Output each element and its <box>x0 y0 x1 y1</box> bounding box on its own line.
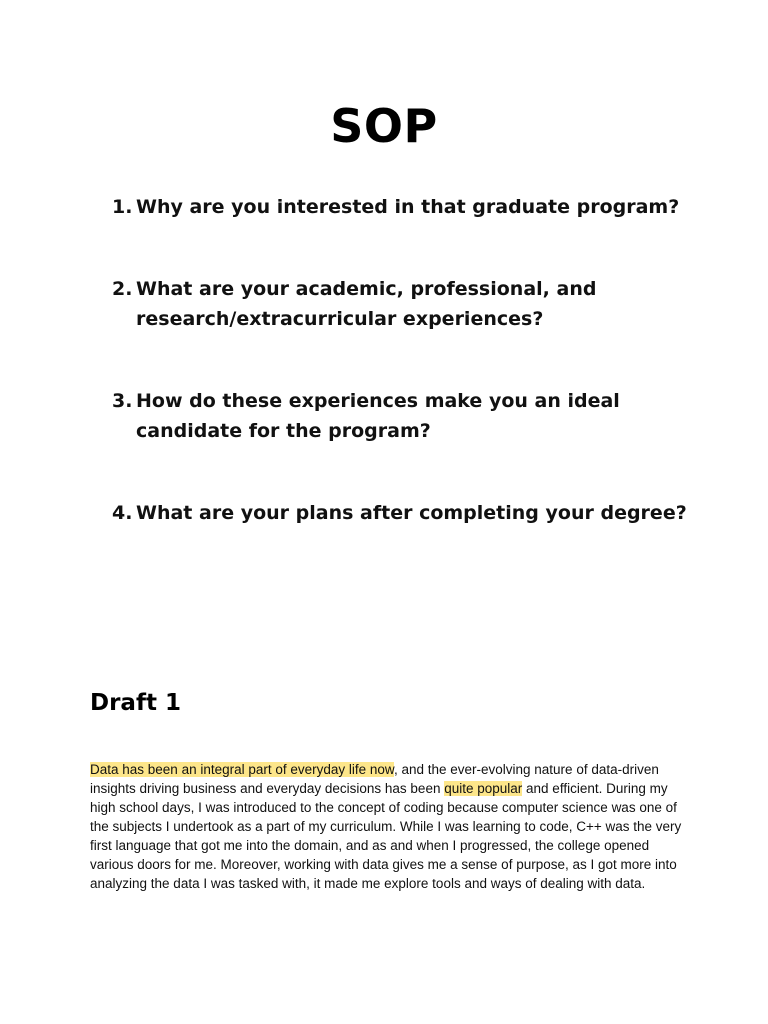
question-item-1 <box>112 192 712 222</box>
question-item-2 <box>112 274 712 334</box>
question-number: 2. <box>112 278 133 300</box>
highlighted-text: Data has been an integral part of everyday life now <box>90 762 394 777</box>
paragraph-text: , and the ever-evolving nature of data-driven insights driving business and everyday decisions has been <box>90 762 659 796</box>
page-title: SOP <box>330 99 438 153</box>
question-text: What are your plans after completing your degree? <box>136 502 687 524</box>
draft-heading: Draft 1 <box>90 690 181 716</box>
paragraph-text: and efficient. During my high school days, I was introduced to the concept of coding because computer science was one of the subjects I undertook as a part of my curriculum. While I was learning to code, C++ was the very first language that got me into the domain, and as and when I progressed, the college opened various doors for me. Moreover, working with data gives me a sense of purpose, as I got more into analyzing the data I was tasked with, it made me explore tools and ways of dealing with data. <box>90 781 682 891</box>
question-text: How do these experiences make you an ideal candidate for the program? <box>136 390 620 442</box>
question-text: Why are you interested in that graduate program? <box>136 196 680 218</box>
question-item-3 <box>112 386 712 446</box>
question-number: 1. <box>112 196 133 218</box>
question-number: 4. <box>112 502 133 524</box>
question-item-4 <box>112 498 712 528</box>
highlighted-text: quite popular <box>444 781 523 796</box>
question-number: 3. <box>112 390 133 412</box>
draft-paragraph <box>90 760 690 893</box>
question-text: What are your academic, professional, and research/extracurricular experiences? <box>136 278 597 330</box>
